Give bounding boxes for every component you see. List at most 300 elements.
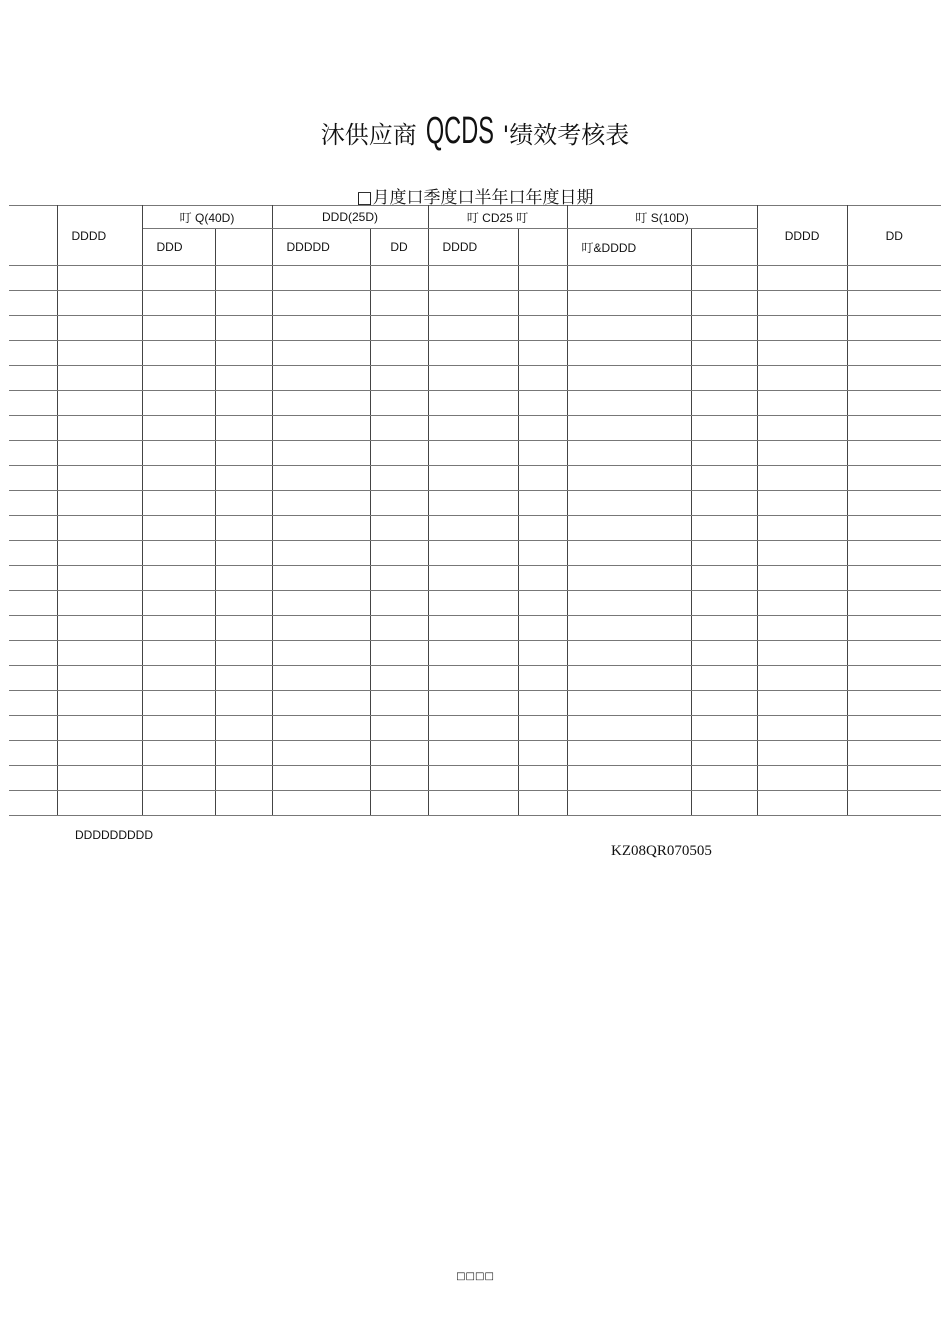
table-cell[interactable] bbox=[567, 316, 691, 341]
table-cell[interactable] bbox=[142, 566, 215, 591]
table-cell[interactable] bbox=[57, 391, 142, 416]
table-cell[interactable] bbox=[428, 691, 518, 716]
table-row bbox=[9, 716, 941, 741]
table-cell[interactable] bbox=[518, 266, 567, 291]
table-cell[interactable] bbox=[847, 691, 941, 716]
table-cell[interactable] bbox=[518, 391, 567, 416]
table-cell[interactable] bbox=[142, 516, 215, 541]
table-cell[interactable] bbox=[518, 691, 567, 716]
table-cell[interactable] bbox=[567, 766, 691, 791]
table-cell[interactable] bbox=[370, 466, 428, 491]
table-cell[interactable] bbox=[691, 266, 757, 291]
table-row bbox=[9, 291, 941, 316]
table-cell[interactable] bbox=[215, 741, 272, 766]
table-cell[interactable] bbox=[428, 416, 518, 441]
table-cell[interactable] bbox=[57, 441, 142, 466]
table-cell[interactable] bbox=[757, 341, 847, 366]
table-cell[interactable] bbox=[847, 441, 941, 466]
table-cell[interactable] bbox=[9, 691, 57, 716]
table-cell[interactable] bbox=[370, 541, 428, 566]
table-cell[interactable] bbox=[847, 341, 941, 366]
table-cell[interactable] bbox=[272, 691, 370, 716]
table-cell[interactable] bbox=[370, 566, 428, 591]
table-cell[interactable] bbox=[691, 616, 757, 641]
table-row bbox=[9, 466, 941, 491]
table-cell[interactable] bbox=[518, 416, 567, 441]
table-cell[interactable] bbox=[518, 616, 567, 641]
table-cell[interactable] bbox=[428, 741, 518, 766]
table-cell[interactable] bbox=[142, 391, 215, 416]
table-cell[interactable] bbox=[272, 491, 370, 516]
table-cell[interactable] bbox=[9, 391, 57, 416]
table-cell[interactable] bbox=[567, 616, 691, 641]
table-cell[interactable] bbox=[847, 316, 941, 341]
table-cell[interactable] bbox=[567, 391, 691, 416]
table-cell[interactable] bbox=[691, 541, 757, 566]
table-cell[interactable] bbox=[215, 691, 272, 716]
table-cell[interactable] bbox=[272, 741, 370, 766]
table-cell[interactable] bbox=[428, 366, 518, 391]
table-cell[interactable] bbox=[847, 491, 941, 516]
table-cell[interactable] bbox=[518, 466, 567, 491]
table-cell[interactable] bbox=[215, 641, 272, 666]
table-cell[interactable] bbox=[215, 441, 272, 466]
table-cell[interactable] bbox=[57, 566, 142, 591]
table-cell[interactable] bbox=[370, 341, 428, 366]
table-cell[interactable] bbox=[370, 291, 428, 316]
header-row-groups bbox=[9, 206, 941, 229]
table-cell[interactable] bbox=[518, 741, 567, 766]
table-cell[interactable] bbox=[757, 641, 847, 666]
table-cell[interactable] bbox=[567, 741, 691, 766]
table-row bbox=[9, 491, 941, 516]
table-cell[interactable] bbox=[57, 491, 142, 516]
table-cell[interactable] bbox=[847, 516, 941, 541]
table-cell[interactable] bbox=[370, 716, 428, 741]
table-cell[interactable] bbox=[142, 666, 215, 691]
table-cell[interactable] bbox=[215, 366, 272, 391]
table-cell[interactable] bbox=[691, 566, 757, 591]
table-cell[interactable] bbox=[9, 366, 57, 391]
table-cell[interactable] bbox=[215, 566, 272, 591]
table-cell[interactable] bbox=[691, 741, 757, 766]
table-cell[interactable] bbox=[142, 791, 215, 816]
table-cell[interactable] bbox=[518, 666, 567, 691]
table-cell[interactable] bbox=[57, 541, 142, 566]
table-cell[interactable] bbox=[757, 741, 847, 766]
table-cell[interactable] bbox=[215, 391, 272, 416]
table-cell[interactable] bbox=[428, 266, 518, 291]
header-service-group: 叮 S(10D) bbox=[567, 206, 757, 229]
table-cell[interactable] bbox=[272, 441, 370, 466]
table-cell[interactable] bbox=[370, 766, 428, 791]
table-cell[interactable] bbox=[757, 566, 847, 591]
table-cell[interactable] bbox=[272, 616, 370, 641]
table-cell[interactable] bbox=[57, 791, 142, 816]
table-cell[interactable] bbox=[9, 416, 57, 441]
table-cell[interactable] bbox=[272, 466, 370, 491]
table-cell[interactable] bbox=[518, 791, 567, 816]
table-cell[interactable] bbox=[847, 391, 941, 416]
header-cost-sub1: DDDDD bbox=[272, 229, 370, 266]
table-cell[interactable] bbox=[518, 766, 567, 791]
table-cell[interactable] bbox=[57, 766, 142, 791]
table-cell[interactable] bbox=[567, 566, 691, 591]
table-cell[interactable] bbox=[691, 291, 757, 316]
table-cell[interactable] bbox=[428, 441, 518, 466]
table-cell[interactable] bbox=[691, 641, 757, 666]
table-cell[interactable] bbox=[142, 266, 215, 291]
table-cell[interactable] bbox=[9, 516, 57, 541]
table-cell[interactable] bbox=[57, 366, 142, 391]
table-cell[interactable] bbox=[57, 641, 142, 666]
evaluation-table bbox=[9, 205, 941, 816]
table-cell[interactable] bbox=[757, 466, 847, 491]
table-cell[interactable] bbox=[518, 491, 567, 516]
table-cell[interactable] bbox=[142, 291, 215, 316]
table-row bbox=[9, 591, 941, 616]
table-cell[interactable] bbox=[518, 516, 567, 541]
table-cell[interactable] bbox=[142, 466, 215, 491]
table-cell[interactable] bbox=[567, 341, 691, 366]
table-row bbox=[9, 616, 941, 641]
table-cell[interactable] bbox=[272, 291, 370, 316]
table-cell[interactable] bbox=[757, 591, 847, 616]
table-cell[interactable] bbox=[57, 716, 142, 741]
table-cell[interactable] bbox=[9, 666, 57, 691]
table-cell[interactable] bbox=[142, 366, 215, 391]
table-cell[interactable] bbox=[567, 491, 691, 516]
table-cell[interactable] bbox=[370, 266, 428, 291]
table-cell[interactable] bbox=[847, 766, 941, 791]
table-cell[interactable] bbox=[142, 641, 215, 666]
table-row bbox=[9, 316, 941, 341]
table-cell[interactable] bbox=[57, 666, 142, 691]
page-number: □□□□ bbox=[456, 1271, 494, 1282]
title-prefix: 沐供应商 bbox=[320, 121, 417, 149]
table-cell[interactable] bbox=[272, 541, 370, 566]
table-cell[interactable] bbox=[9, 291, 57, 316]
table-cell[interactable] bbox=[428, 641, 518, 666]
table-cell[interactable] bbox=[428, 766, 518, 791]
table-cell[interactable] bbox=[691, 491, 757, 516]
table-cell[interactable] bbox=[428, 491, 518, 516]
table-cell[interactable] bbox=[215, 591, 272, 616]
table-cell[interactable] bbox=[272, 666, 370, 691]
table-cell[interactable] bbox=[757, 766, 847, 791]
table-cell[interactable] bbox=[428, 316, 518, 341]
table-cell[interactable] bbox=[272, 566, 370, 591]
table-cell[interactable] bbox=[567, 666, 691, 691]
table-cell[interactable] bbox=[757, 366, 847, 391]
table-cell[interactable] bbox=[142, 691, 215, 716]
table-cell[interactable] bbox=[567, 591, 691, 616]
table-cell[interactable] bbox=[757, 616, 847, 641]
table-cell[interactable] bbox=[370, 591, 428, 616]
table-cell[interactable] bbox=[847, 416, 941, 441]
table-cell[interactable] bbox=[847, 366, 941, 391]
table-cell[interactable] bbox=[215, 491, 272, 516]
table-cell[interactable] bbox=[428, 341, 518, 366]
table-cell[interactable] bbox=[272, 416, 370, 441]
table-cell[interactable] bbox=[142, 441, 215, 466]
table-cell[interactable] bbox=[272, 716, 370, 741]
table-cell[interactable] bbox=[847, 591, 941, 616]
table-cell[interactable] bbox=[370, 491, 428, 516]
table-cell[interactable] bbox=[370, 316, 428, 341]
table-cell[interactable] bbox=[691, 591, 757, 616]
table-cell[interactable] bbox=[57, 516, 142, 541]
table-cell[interactable] bbox=[691, 391, 757, 416]
header-quality-sub1: DDD bbox=[142, 229, 215, 266]
table-cell[interactable] bbox=[518, 341, 567, 366]
table-cell[interactable] bbox=[9, 341, 57, 366]
table-cell[interactable] bbox=[57, 341, 142, 366]
table-cell[interactable] bbox=[428, 666, 518, 691]
table-cell[interactable] bbox=[215, 416, 272, 441]
table-cell[interactable] bbox=[142, 491, 215, 516]
table-cell[interactable] bbox=[847, 641, 941, 666]
table-cell[interactable] bbox=[567, 366, 691, 391]
table-cell[interactable] bbox=[428, 466, 518, 491]
table-cell[interactable] bbox=[567, 291, 691, 316]
table-cell[interactable] bbox=[428, 516, 518, 541]
table-cell[interactable] bbox=[567, 541, 691, 566]
form-title bbox=[0, 112, 950, 150]
table-cell[interactable] bbox=[691, 766, 757, 791]
table-cell[interactable] bbox=[370, 691, 428, 716]
table-cell[interactable] bbox=[57, 266, 142, 291]
table-cell[interactable] bbox=[567, 516, 691, 541]
table-cell[interactable] bbox=[9, 466, 57, 491]
table-cell[interactable] bbox=[567, 641, 691, 666]
table-cell[interactable] bbox=[272, 366, 370, 391]
table-cell[interactable] bbox=[691, 666, 757, 691]
table-cell[interactable] bbox=[691, 466, 757, 491]
table-cell[interactable] bbox=[428, 291, 518, 316]
table-cell[interactable] bbox=[518, 316, 567, 341]
table-cell[interactable] bbox=[518, 641, 567, 666]
table-cell[interactable] bbox=[691, 791, 757, 816]
table-cell[interactable] bbox=[691, 316, 757, 341]
header-total: DDDD bbox=[757, 206, 847, 266]
table-cell[interactable] bbox=[215, 466, 272, 491]
table-cell[interactable] bbox=[518, 366, 567, 391]
table-cell[interactable] bbox=[272, 791, 370, 816]
title-suffix: '绩效考核表 bbox=[502, 121, 630, 149]
table-cell[interactable] bbox=[370, 366, 428, 391]
table-cell[interactable] bbox=[142, 591, 215, 616]
table-cell[interactable] bbox=[57, 591, 142, 616]
table-cell[interactable] bbox=[215, 516, 272, 541]
header-delivery-sub1: DDDD bbox=[428, 229, 518, 266]
table-cell[interactable] bbox=[9, 741, 57, 766]
table-cell[interactable] bbox=[567, 716, 691, 741]
table-cell[interactable] bbox=[142, 316, 215, 341]
table-cell[interactable] bbox=[847, 266, 941, 291]
table-cell[interactable] bbox=[847, 566, 941, 591]
table-cell[interactable] bbox=[567, 441, 691, 466]
table-cell[interactable] bbox=[370, 616, 428, 641]
table-cell[interactable] bbox=[428, 541, 518, 566]
table-cell[interactable] bbox=[567, 266, 691, 291]
table-cell[interactable] bbox=[518, 441, 567, 466]
table-cell[interactable] bbox=[428, 391, 518, 416]
period-options: □月度口季度口半年口年度日期 bbox=[356, 188, 594, 208]
table-cell[interactable] bbox=[518, 541, 567, 566]
table-cell[interactable] bbox=[9, 541, 57, 566]
table-cell[interactable] bbox=[370, 791, 428, 816]
table-cell[interactable] bbox=[272, 516, 370, 541]
table-cell[interactable] bbox=[428, 616, 518, 641]
header-quality-group: 叮 Q(40D) bbox=[142, 206, 272, 229]
table-cell[interactable] bbox=[567, 416, 691, 441]
table-row bbox=[9, 691, 941, 716]
table-cell[interactable] bbox=[691, 441, 757, 466]
table-cell[interactable] bbox=[9, 491, 57, 516]
table-cell[interactable] bbox=[757, 666, 847, 691]
table-cell[interactable] bbox=[691, 691, 757, 716]
table-row bbox=[9, 666, 941, 691]
table-cell[interactable] bbox=[370, 666, 428, 691]
table-cell[interactable] bbox=[691, 516, 757, 541]
title-brand: QCDS bbox=[425, 110, 494, 152]
table-cell[interactable] bbox=[518, 591, 567, 616]
table-cell[interactable] bbox=[757, 416, 847, 441]
table-cell[interactable] bbox=[428, 791, 518, 816]
table-cell[interactable] bbox=[757, 491, 847, 516]
header-delivery-sub2 bbox=[518, 229, 567, 266]
table-cell[interactable] bbox=[142, 416, 215, 441]
evaluation-table-wrapper bbox=[9, 205, 941, 816]
table-cell[interactable] bbox=[757, 541, 847, 566]
table-cell[interactable] bbox=[57, 466, 142, 491]
table-cell[interactable] bbox=[9, 266, 57, 291]
header-delivery-group: 叮 CD25 叮 bbox=[428, 206, 567, 229]
table-cell[interactable] bbox=[9, 766, 57, 791]
table-row bbox=[9, 266, 941, 291]
table-cell[interactable] bbox=[272, 341, 370, 366]
table-cell[interactable] bbox=[57, 616, 142, 641]
table-cell[interactable] bbox=[9, 316, 57, 341]
table-cell[interactable] bbox=[142, 716, 215, 741]
table-cell[interactable] bbox=[142, 541, 215, 566]
table-cell[interactable] bbox=[142, 341, 215, 366]
table-cell[interactable] bbox=[57, 741, 142, 766]
table-cell[interactable] bbox=[9, 641, 57, 666]
table-cell[interactable] bbox=[691, 416, 757, 441]
table-cell[interactable] bbox=[9, 441, 57, 466]
table-cell[interactable] bbox=[272, 766, 370, 791]
table-cell[interactable] bbox=[272, 266, 370, 291]
table-row bbox=[9, 416, 941, 441]
table-cell[interactable] bbox=[847, 741, 941, 766]
table-row bbox=[9, 566, 941, 591]
table-cell[interactable] bbox=[57, 416, 142, 441]
table-cell[interactable] bbox=[215, 266, 272, 291]
table-cell[interactable] bbox=[142, 766, 215, 791]
table-cell[interactable] bbox=[567, 466, 691, 491]
table-cell[interactable] bbox=[215, 541, 272, 566]
table-cell[interactable] bbox=[272, 641, 370, 666]
table-cell[interactable] bbox=[370, 441, 428, 466]
table-cell[interactable] bbox=[142, 616, 215, 641]
table-cell[interactable] bbox=[215, 316, 272, 341]
table-cell[interactable] bbox=[691, 366, 757, 391]
table-cell[interactable] bbox=[847, 466, 941, 491]
table-cell[interactable] bbox=[567, 691, 691, 716]
table-cell[interactable] bbox=[9, 791, 57, 816]
table-cell[interactable] bbox=[847, 291, 941, 316]
table-cell[interactable] bbox=[757, 791, 847, 816]
table-cell[interactable] bbox=[370, 641, 428, 666]
header-service-sub1: 叮&DDDD bbox=[567, 229, 691, 266]
table-cell[interactable] bbox=[215, 766, 272, 791]
table-cell[interactable] bbox=[370, 741, 428, 766]
table-cell[interactable] bbox=[518, 716, 567, 741]
table-cell[interactable] bbox=[272, 391, 370, 416]
table-cell[interactable] bbox=[757, 291, 847, 316]
table-cell[interactable] bbox=[57, 316, 142, 341]
table-cell[interactable] bbox=[847, 541, 941, 566]
table-cell[interactable] bbox=[215, 666, 272, 691]
table-cell[interactable] bbox=[757, 691, 847, 716]
header-service-sub2 bbox=[691, 229, 757, 266]
table-cell[interactable] bbox=[847, 616, 941, 641]
table-cell[interactable] bbox=[370, 391, 428, 416]
table-cell[interactable] bbox=[215, 291, 272, 316]
table-cell[interactable] bbox=[518, 291, 567, 316]
table-cell[interactable] bbox=[757, 266, 847, 291]
table-cell[interactable] bbox=[428, 591, 518, 616]
table-cell[interactable] bbox=[272, 316, 370, 341]
table-cell[interactable] bbox=[142, 741, 215, 766]
table-cell[interactable] bbox=[847, 716, 941, 741]
table-cell[interactable] bbox=[370, 416, 428, 441]
table-cell[interactable] bbox=[215, 716, 272, 741]
table-cell[interactable] bbox=[757, 391, 847, 416]
table-cell[interactable] bbox=[428, 716, 518, 741]
table-cell[interactable] bbox=[370, 516, 428, 541]
table-cell[interactable] bbox=[57, 691, 142, 716]
document-code: KZ08QR070505 bbox=[611, 843, 712, 859]
table-cell[interactable] bbox=[847, 791, 941, 816]
table-cell[interactable] bbox=[272, 591, 370, 616]
table-cell[interactable] bbox=[567, 791, 691, 816]
table-cell[interactable] bbox=[518, 566, 567, 591]
table-cell[interactable] bbox=[691, 716, 757, 741]
header-remark: DD bbox=[847, 206, 941, 266]
table-cell[interactable] bbox=[691, 341, 757, 366]
table-cell[interactable] bbox=[757, 441, 847, 466]
header-index-cell bbox=[9, 206, 57, 266]
table-cell[interactable] bbox=[9, 591, 57, 616]
table-cell[interactable] bbox=[215, 616, 272, 641]
table-cell[interactable] bbox=[9, 566, 57, 591]
table-cell[interactable] bbox=[757, 516, 847, 541]
table-cell[interactable] bbox=[215, 791, 272, 816]
table-cell[interactable] bbox=[757, 316, 847, 341]
table-cell[interactable] bbox=[428, 566, 518, 591]
table-cell[interactable] bbox=[9, 616, 57, 641]
table-cell[interactable] bbox=[847, 666, 941, 691]
table-cell[interactable] bbox=[757, 716, 847, 741]
table-row bbox=[9, 641, 941, 666]
table-cell[interactable] bbox=[215, 341, 272, 366]
table-row bbox=[9, 791, 941, 816]
table-cell[interactable] bbox=[57, 291, 142, 316]
table-cell[interactable] bbox=[9, 716, 57, 741]
